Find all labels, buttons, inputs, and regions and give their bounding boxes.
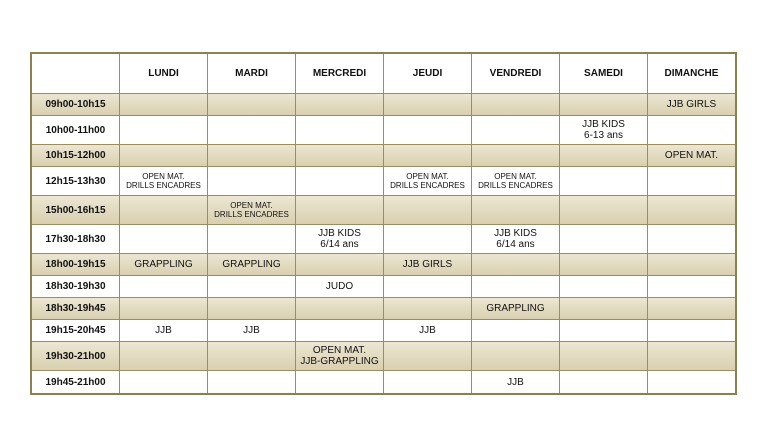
class-entry: GRAPPLING	[208, 254, 296, 276]
empty-cell	[472, 320, 560, 342]
empty-cell	[208, 225, 296, 254]
time-slot-label: 19h30-21h00	[32, 342, 120, 371]
class-entry: GRAPPLING	[472, 298, 560, 320]
time-slot-label: 18h30-19h45	[32, 298, 120, 320]
empty-cell	[384, 196, 472, 225]
empty-cell	[648, 116, 735, 145]
class-entry: JJB	[472, 371, 560, 393]
time-slot-label: 10h15-12h00	[32, 145, 120, 167]
empty-cell	[648, 298, 735, 320]
day-header: MERCREDI	[296, 54, 384, 94]
empty-cell	[560, 254, 648, 276]
empty-cell	[208, 276, 296, 298]
empty-cell	[560, 298, 648, 320]
time-slot-label: 18h30-19h30	[32, 276, 120, 298]
empty-cell	[648, 320, 735, 342]
empty-cell	[648, 254, 735, 276]
class-entry: JJB	[384, 320, 472, 342]
empty-cell	[296, 320, 384, 342]
empty-cell	[472, 196, 560, 225]
empty-cell	[472, 342, 560, 371]
time-slot-label: 10h00-11h00	[32, 116, 120, 145]
empty-cell	[560, 342, 648, 371]
empty-cell	[296, 167, 384, 196]
class-entry: JJB GIRLS	[648, 94, 735, 116]
empty-cell	[208, 167, 296, 196]
empty-cell	[384, 116, 472, 145]
empty-cell	[296, 116, 384, 145]
empty-cell	[208, 342, 296, 371]
class-entry: JUDO	[296, 276, 384, 298]
time-slot-label: 15h00-16h15	[32, 196, 120, 225]
empty-cell	[472, 276, 560, 298]
empty-cell	[472, 116, 560, 145]
class-entry: JJB	[120, 320, 208, 342]
empty-cell	[384, 145, 472, 167]
empty-cell	[296, 371, 384, 393]
empty-cell	[208, 145, 296, 167]
time-slot-label: 12h15-13h30	[32, 167, 120, 196]
empty-cell	[296, 254, 384, 276]
empty-cell	[296, 145, 384, 167]
empty-cell	[648, 196, 735, 225]
empty-cell	[472, 254, 560, 276]
class-entry: JJB KIDS 6-13 ans	[560, 116, 648, 145]
time-slot-label: 19h15-20h45	[32, 320, 120, 342]
empty-cell	[384, 225, 472, 254]
empty-cell	[560, 167, 648, 196]
empty-cell	[120, 225, 208, 254]
class-entry: JJB KIDS 6/14 ans	[472, 225, 560, 254]
class-entry: OPEN MAT.	[648, 145, 735, 167]
day-header: VENDREDI	[472, 54, 560, 94]
empty-cell	[120, 145, 208, 167]
empty-cell	[120, 342, 208, 371]
class-entry: JJB KIDS 6/14 ans	[296, 225, 384, 254]
day-header: JEUDI	[384, 54, 472, 94]
empty-cell	[560, 371, 648, 393]
empty-cell	[384, 94, 472, 116]
empty-cell	[384, 276, 472, 298]
empty-cell	[120, 94, 208, 116]
empty-cell	[648, 276, 735, 298]
empty-cell	[208, 298, 296, 320]
empty-cell	[296, 298, 384, 320]
class-entry: OPEN MAT. DRILLS ENCADRES	[472, 167, 560, 196]
class-entry: JJB GIRLS	[384, 254, 472, 276]
day-header: SAMEDI	[560, 54, 648, 94]
class-entry: GRAPPLING	[120, 254, 208, 276]
empty-cell	[472, 145, 560, 167]
time-slot-label: 18h00-19h15	[32, 254, 120, 276]
empty-cell	[120, 298, 208, 320]
empty-cell	[296, 196, 384, 225]
schedule-table	[30, 52, 737, 395]
time-slot-label: 09h00-10h15	[32, 94, 120, 116]
class-entry: JJB	[208, 320, 296, 342]
day-header: LUNDI	[120, 54, 208, 94]
empty-cell	[208, 94, 296, 116]
empty-cell	[208, 371, 296, 393]
empty-cell	[648, 167, 735, 196]
empty-cell	[648, 225, 735, 254]
empty-cell	[120, 116, 208, 145]
header-corner-cell	[32, 54, 120, 94]
empty-cell	[296, 94, 384, 116]
class-entry: OPEN MAT. DRILLS ENCADRES	[120, 167, 208, 196]
empty-cell	[472, 94, 560, 116]
empty-cell	[560, 94, 648, 116]
class-entry: OPEN MAT. JJB-GRAPPLING	[296, 342, 384, 371]
class-entry: OPEN MAT. DRILLS ENCADRES	[208, 196, 296, 225]
empty-cell	[560, 196, 648, 225]
time-slot-label: 19h45-21h00	[32, 371, 120, 393]
empty-cell	[384, 342, 472, 371]
empty-cell	[648, 342, 735, 371]
empty-cell	[120, 276, 208, 298]
empty-cell	[384, 298, 472, 320]
class-entry: OPEN MAT. DRILLS ENCADRES	[384, 167, 472, 196]
empty-cell	[560, 276, 648, 298]
empty-cell	[560, 145, 648, 167]
empty-cell	[384, 371, 472, 393]
empty-cell	[560, 225, 648, 254]
empty-cell	[120, 196, 208, 225]
day-header: MARDI	[208, 54, 296, 94]
empty-cell	[208, 116, 296, 145]
empty-cell	[560, 320, 648, 342]
empty-cell	[120, 371, 208, 393]
empty-cell	[648, 371, 735, 393]
day-header: DIMANCHE	[648, 54, 735, 94]
time-slot-label: 17h30-18h30	[32, 225, 120, 254]
